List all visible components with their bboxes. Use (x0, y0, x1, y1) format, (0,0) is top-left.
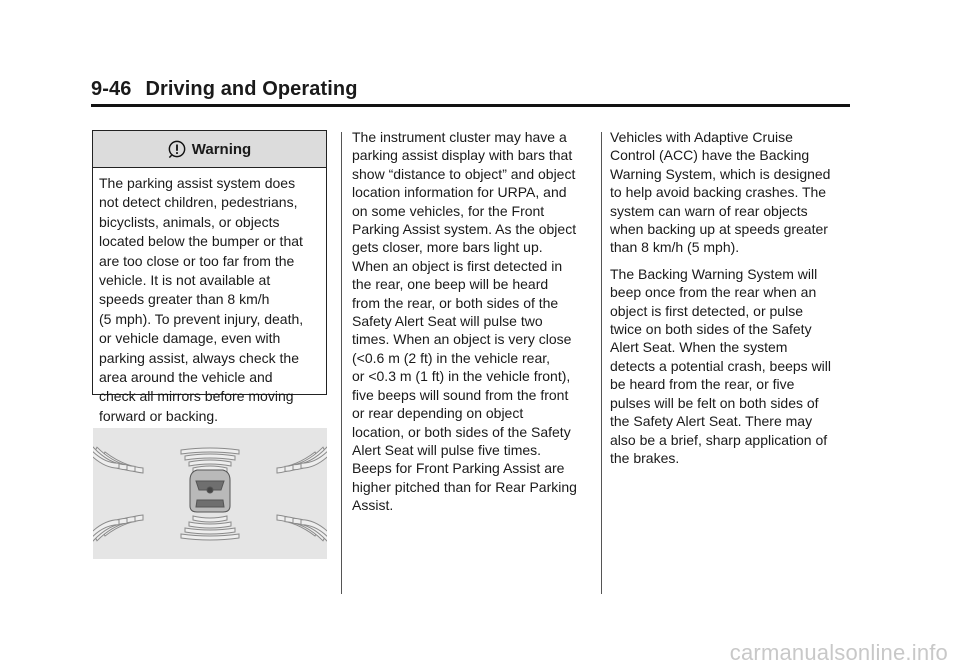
warning-triangle-icon (168, 140, 186, 158)
text-line: detects a potential crash, beeps will (610, 357, 832, 374)
text-line: be heard from the rear, or five (610, 376, 795, 393)
text-line: area around the vehicle and (99, 369, 273, 386)
text-line: parking assist display with bars that (352, 147, 573, 164)
parking-assist-figure (93, 428, 327, 559)
text-line: Assist. (352, 497, 394, 514)
text-line: are too close or too far from the (99, 252, 295, 269)
warning-title: Warning (191, 140, 252, 158)
text-line: the rear, one beep will be heard (352, 276, 549, 293)
paragraph-parking-assist-display (352, 128, 592, 515)
section-title: Driving and Operating (145, 78, 358, 100)
column-divider (341, 132, 342, 594)
column-divider (601, 132, 602, 594)
text-line: gets closer, more bars light up. (352, 239, 543, 256)
text-line: (5 mph). To prevent injury, death, (99, 310, 304, 327)
text-line: When an object is first detected in (352, 257, 563, 274)
text-line: bicyclists, animals, or objects (99, 213, 280, 230)
text-line: from the rear, or both sides of the (352, 294, 559, 311)
text-line: when backing up at speeds greater (610, 221, 828, 238)
text-line: or <0.3 m (1 ft) in the vehicle front), (352, 368, 571, 385)
parking-assist-display-icon (93, 428, 327, 559)
text-line: higher pitched than for Rear Parking (352, 478, 577, 495)
page-number: 9-46 (91, 78, 132, 100)
text-line: to help avoid backing crashes. The (610, 184, 827, 201)
text-line: or vehicle damage, even with (99, 330, 281, 347)
text-line: Safety Alert Seat will pulse two (352, 313, 543, 330)
text-line: location information for URPA, and (352, 184, 567, 201)
text-line: beep once from the rear when an (610, 284, 817, 301)
text-line: times. When an object is very close (352, 331, 572, 348)
text-line: Parking Assist system. As the object (352, 221, 577, 238)
text-line: Control (ACC) have the Backing (610, 147, 810, 164)
text-line: Alert Seat will pulse five times. (352, 441, 542, 458)
text-line: vehicle. It is not available at (99, 272, 271, 289)
text-column-2 (352, 128, 592, 523)
text-column-3 (610, 128, 848, 475)
paragraph-acc-backing-warning (610, 128, 848, 257)
text-line: (<0.6 m (2 ft) in the vehicle rear, (352, 349, 551, 366)
text-line: location, or both sides of the Safety (352, 423, 571, 440)
text-line: show “distance to object” and object (352, 165, 576, 182)
text-line: forward or backing. (99, 407, 219, 424)
warning-header (93, 131, 326, 168)
text-line: parking assist, always check the (99, 349, 299, 366)
page-header (91, 78, 850, 107)
text-line: the Safety Alert Seat. There may (610, 413, 813, 430)
text-line: The parking assist system does (99, 175, 296, 191)
text-line: on some vehicles, for the Front (352, 202, 545, 219)
text-line: not detect children, pedestrians, (99, 194, 298, 211)
text-line: the brakes. (610, 449, 680, 466)
paragraph-backing-warning-behavior (610, 265, 848, 467)
text-line: Beeps for Front Parking Assist are (352, 460, 565, 477)
text-line: than 8 km/h (5 mph). (610, 239, 740, 256)
footer-watermark-url: carmanualsonline.info (729, 640, 948, 665)
text-line: or rear depending on object (352, 405, 524, 422)
text-line: also be a brief, sharp application of (610, 431, 828, 448)
text-line: twice on both sides of the Safety (610, 321, 812, 338)
text-line: located below the bumper or that (99, 233, 303, 250)
text-line: The instrument cluster may have a (352, 129, 567, 145)
text-line: pulses will be felt on both sides of (610, 394, 819, 411)
warning-box (92, 130, 327, 424)
warning-text (93, 168, 326, 426)
text-line: Vehicles with Adaptive Cruise (610, 129, 793, 145)
text-line: object is first detected, or pulse (610, 302, 803, 319)
text-line: Warning System, which is designed (610, 165, 831, 182)
text-line: The Backing Warning System will (610, 265, 818, 282)
text-line: check all mirrors before moving (99, 388, 294, 405)
text-line: Alert Seat. When the system (610, 339, 788, 356)
text-line: speeds greater than 8 km/h (99, 291, 270, 308)
text-line: five beeps will sound from the front (352, 386, 569, 403)
car-icon (190, 470, 230, 512)
text-line: system can warn of rear objects (610, 202, 808, 219)
